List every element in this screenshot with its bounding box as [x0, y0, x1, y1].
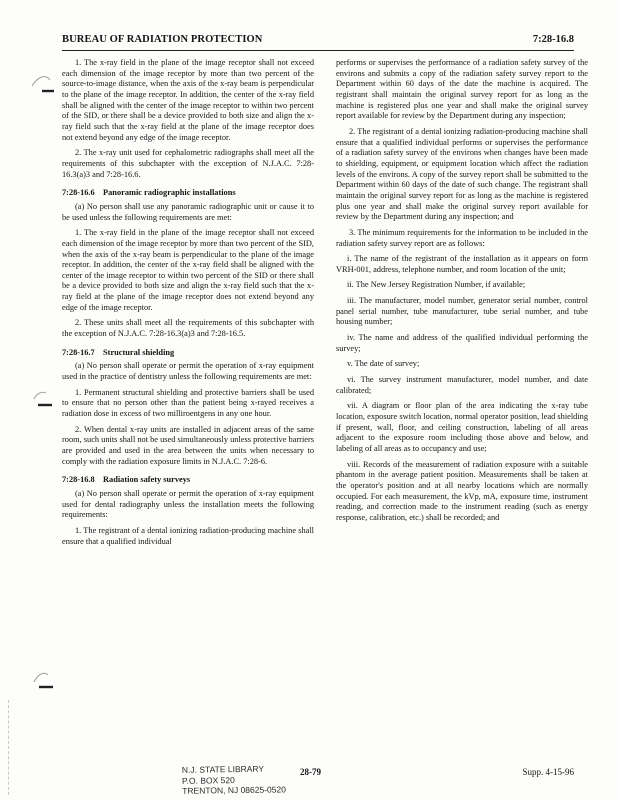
- stamp-line: N.J. STATE LIBRARY: [181, 763, 265, 775]
- paragraph: v. The date of survey;: [347, 359, 420, 369]
- section-title: Panoramic radiographic installations: [103, 188, 236, 198]
- right-column: [336, 58, 588, 529]
- paragraph: 1. Permanent structural shielding and protective barriers shall be used to ensure that no person other than the patient being x-rayed receives a radiation dose in excess of two milliroentgens in any one hour.: [62, 387, 314, 419]
- punch-mark-icon: [28, 668, 58, 690]
- header-agency: BUREAU OF RADIATION PROTECTION: [62, 34, 263, 45]
- punch-mark-icon: [28, 387, 58, 409]
- paragraph: 1. The x-ray field in the plane of the image receptor shall not exceed each dimension of the image receptor by more than two percent of the source-to-image distance, when the axis of the x-ray beam is perpendicular to the plane of the image receptor. In addition, the center of the x-ray field shall be aligned with the center of the image receptor to within two percent of the SID, or there shall be a device provided to both size and align the x-ray field such that the x-ray field at the plane of the image receptor does not extend beyond any edge of the image receptor.: [62, 58, 314, 142]
- section-title: Structural shielding: [103, 347, 175, 357]
- paragraph: 1. The x-ray field in the plane of the image receptor shall not exceed each dimension of the image receptor by more than two percent of the SID, when the axis of the x-ray beam is perpendicular to the plane of the image receptor. In addition, the center of the x-ray field shall be aligned with the center of the image receptor to within two percent of the SID or there shall be a device provided to both size and align the x-ray field such that the x-ray field at the plane of the image receptor does not extend beyond any edge of the image receptor.: [62, 228, 314, 312]
- paragraph: (a) No person shall operate or permit the operation of x-ray equipment used for dental radiography unless the installation meets the following requirements:: [62, 488, 314, 520]
- page-number: 28-79: [300, 767, 321, 777]
- paragraph: iv. The name and address of the qualified individual performing the survey;: [336, 333, 588, 353]
- supplement-date: Supp. 4-15-96: [522, 767, 574, 777]
- punch-mark-icon: [28, 72, 58, 94]
- section-heading: [62, 475, 314, 486]
- paragraph: 2. These units shall meet all the requirements of this subchapter with the exception of N.J.A.C. 7:28-16.3(a)3 and 7:28-16.5.: [62, 318, 314, 339]
- paragraph: 1. The registrant of a dental ionizing radiation-producing machine shall ensure that a qualified individual: [62, 525, 314, 546]
- paragraph: (a) No person shall operate or permit the operation of x-ray equipment used in the practice of dentistry unless the following requirements are met:: [62, 361, 314, 382]
- stamp-line: TRENTON, NJ 08625-0520: [182, 784, 286, 796]
- paragraph: 2. The registrant of a dental ionizing radiation-producing machine shall ensure that a qualified individual performs or supervises the performance of a radiation safety survey of the environs when changes have been made to shielding, equipment, or equipment location which affect the radiation levels of the environs. A copy of the survey report shall be submitted to the Department within 60 days of the date of such change. The registrant shall maintain the original survey report for as long as the machine is registered plus one year and shall make the original survey report available for review by the Department during any inspection; and: [336, 126, 588, 222]
- paragraph: 2. When dental x-ray units are installed in adjacent areas of the same room, such units shall not be used simultaneously unless protective barriers are provided and used in the area between the units when necessary to comply with the radiation exposure limits in N.J.A.C. 7:28-6.: [62, 424, 314, 466]
- left-column: [62, 58, 314, 552]
- section-number: 7:28-16.6: [62, 188, 95, 198]
- stamp-line: P.O. BOX 520: [181, 774, 235, 786]
- section-title: Radiation safety surveys: [103, 475, 191, 485]
- paragraph: 3. The minimum requirements for the information to be included in the radiation safety survey report are as follows:: [336, 227, 588, 248]
- paragraph: vii. A diagram or floor plan of the area indicating the x-ray tube location, exposure switch location, normal operator position, lead shielding if present, wall, floor, and ceiling construction, labeling of all areas adjacent to the exposure room including those above and below, and labeling of all areas as to occupancy and use;: [336, 401, 588, 453]
- paragraph: viii. Records of the measurement of radiation exposure with a suitable phantom in the average patient position. Measurements shall be taken at the operator's position and at all nearby locations which are normally occupied. For each measurement, the kVp, mA, exposure time, instrument reading, and correction made to the instrument reading (such as energy response, calibration, etc.) shall be recorded; and: [336, 459, 588, 522]
- library-stamp: [176, 763, 306, 796]
- paragraph: 2. The x-ray unit used for cephalometric radiographs shall meet all the requirements of this subchapter with the exception of N.J.A.C. 7:28-16.3(a)3 and 7:28-16.6.: [62, 148, 314, 179]
- paragraph: i. The name of the registrant of the installation as it appears on form VRH-001, address, telephone number, and room location of the unit;: [336, 254, 588, 274]
- section-number: 7:28-16.8: [62, 475, 95, 485]
- running-header: [62, 34, 574, 51]
- section-number: 7:28-16.7: [62, 347, 95, 357]
- paragraph: iii. The manufacturer, model number, generator serial number, control panel serial number, tube manufacturer, tube serial number, and tube housing number;: [336, 296, 588, 327]
- paragraph: ii. The New Jersey Registration Number, if available;: [347, 280, 526, 290]
- header-section-number: 7:28-16.8: [532, 34, 574, 45]
- scan-edge-marks: [8, 700, 11, 795]
- section-heading: [62, 188, 314, 199]
- paragraph: (a) No person shall use any panoramic radiographic unit or cause it to be used unless the following requirements are met:: [62, 201, 314, 222]
- section-heading: [62, 348, 314, 359]
- paragraph: performs or supervises the performance of a radiation safety survey of the environs and submits a copy of the radiation safety survey report to the Department within 60 days of the date the machine is acquired. The registrant shall maintain the original survey report for as long as the machine is registered plus one year and shall make the original survey report available for review by the Department during any inspection;: [336, 58, 588, 121]
- paragraph: vi. The survey instrument manufacturer, model number, and date calibrated;: [336, 375, 588, 395]
